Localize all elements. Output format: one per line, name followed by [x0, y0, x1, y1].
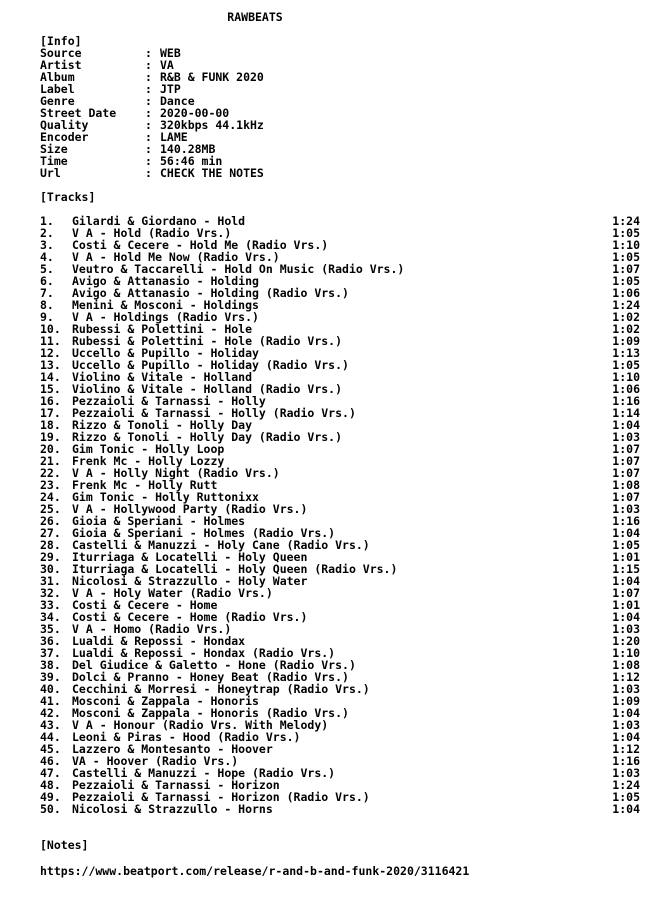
track-title: Violino & Vitale - Holland (Radio Vrs.) [72, 382, 343, 396]
info-value: WEB [160, 46, 181, 60]
info-value: R&B & FUNK 2020 [160, 70, 264, 84]
track-number: 48. [40, 778, 61, 792]
track-number: 32. [40, 586, 61, 600]
track-number: 19. [40, 430, 61, 444]
track-title: Lualdi & Repossi - Hondax [72, 634, 246, 648]
track-duration: 1:05 [612, 274, 640, 288]
track-title: VA - Hoover (Radio Vrs.) [72, 754, 239, 768]
track-duration: 1:24 [612, 214, 640, 228]
info-separator: : [145, 82, 152, 96]
track-number: 5. [40, 262, 54, 276]
track-number: 37. [40, 646, 61, 660]
track-title: V A - Holly Night (Radio Vrs.) [72, 466, 280, 480]
track-duration: 1:07 [612, 490, 640, 504]
track-duration: 1:05 [612, 790, 640, 804]
track-duration: 1:10 [612, 646, 640, 660]
track-duration: 1:05 [612, 538, 640, 552]
tracks-section-header: [Tracks] [40, 190, 96, 204]
track-number: 29. [40, 550, 61, 564]
track-duration: 1:12 [612, 670, 640, 684]
info-section-header: [Info] [40, 34, 82, 48]
info-separator: : [145, 118, 152, 132]
track-number: 1. [40, 214, 54, 228]
track-number: 6. [40, 274, 54, 288]
track-duration: 1:08 [612, 478, 640, 492]
track-duration: 1:24 [612, 778, 640, 792]
track-title: Lualdi & Repossi - Hondax (Radio Vrs.) [72, 646, 336, 660]
track-title: V A - Honour (Radio Vrs. With Melody) [72, 718, 329, 732]
track-number: 7. [40, 286, 54, 300]
track-title: Nicolosi & Strazzullo - Holy Water [72, 574, 308, 588]
track-number: 18. [40, 418, 61, 432]
info-separator: : [145, 142, 152, 156]
track-number: 24. [40, 490, 61, 504]
track-title: Del Giudice & Galetto - Hone (Radio Vrs.) [72, 658, 356, 672]
track-title: V A - Homo (Radio Vrs.) [72, 622, 232, 636]
track-number: 30. [40, 562, 61, 576]
track-number: 4. [40, 250, 54, 264]
info-key: Street Date [40, 106, 117, 120]
track-duration: 1:05 [612, 358, 640, 372]
track-number: 39. [40, 670, 61, 684]
track-title: Uccello & Pupillo - Holiday (Radio Vrs.) [72, 358, 349, 372]
track-duration: 1:02 [612, 310, 640, 324]
track-title: Castelli & Manuzzi - Holy Cane (Radio Vrs.) [72, 538, 370, 552]
track-duration: 1:07 [612, 466, 640, 480]
track-duration: 1:07 [612, 586, 640, 600]
track-number: 27. [40, 526, 61, 540]
track-duration: 1:10 [612, 370, 640, 384]
track-number: 35. [40, 622, 61, 636]
track-duration: 1:01 [612, 550, 640, 564]
track-number: 3. [40, 238, 54, 252]
track-number: 11. [40, 334, 61, 348]
track-duration: 1:05 [612, 250, 640, 264]
track-number: 12. [40, 346, 61, 360]
track-number: 2. [40, 226, 54, 240]
track-duration: 1:01 [612, 598, 640, 612]
track-title: Gioia & Speriani - Holmes (Radio Vrs.) [72, 526, 336, 540]
info-value: 320kbps 44.1kHz [160, 118, 264, 132]
track-title: Frenk Mc - Holly Rutt [72, 478, 218, 492]
document-title: RAWBEATS [227, 10, 283, 24]
track-title: Cecchini & Morresi - Honeytrap (Radio Vrs.) [72, 682, 370, 696]
info-separator: : [145, 106, 152, 120]
track-number: 50. [40, 802, 61, 816]
track-title: Rubessi & Polettini - Hole [72, 322, 253, 336]
track-title: Nicolosi & Strazzullo - Horns [72, 802, 273, 816]
track-title: V A - Hold Me Now (Radio Vrs.) [72, 250, 280, 264]
track-number: 21. [40, 454, 61, 468]
info-key: Album [40, 70, 75, 84]
info-key: Genre [40, 94, 75, 108]
track-title: Rubessi & Polettini - Hole (Radio Vrs.) [72, 334, 343, 348]
track-title: Dolci & Pranno - Honey Beat (Radio Vrs.) [72, 670, 349, 684]
track-row [40, 803, 640, 815]
info-value: CHECK THE NOTES [160, 166, 264, 180]
track-duration: 1:04 [612, 706, 640, 720]
info-key: Size [40, 142, 68, 156]
track-duration: 1:16 [612, 394, 640, 408]
track-duration: 1:04 [612, 802, 640, 816]
info-key: Source [40, 46, 82, 60]
track-number: 44. [40, 730, 61, 744]
track-title: Frenk Mc - Holly Lozzy [72, 454, 225, 468]
track-title: Pezzaioli & Tarnassi - Holly [72, 394, 266, 408]
track-number: 41. [40, 694, 61, 708]
track-duration: 1:03 [612, 718, 640, 732]
track-title: V A - Hold (Radio Vrs.) [72, 226, 232, 240]
notes-section-header: [Notes] [40, 838, 89, 852]
track-duration: 1:07 [612, 454, 640, 468]
track-number: 26. [40, 514, 61, 528]
track-list [40, 215, 640, 815]
info-value: LAME [160, 130, 188, 144]
info-separator: : [145, 130, 152, 144]
info-value: 56:46 min [160, 154, 223, 168]
track-duration: 1:12 [612, 742, 640, 756]
track-duration: 1:04 [612, 574, 640, 588]
track-duration: 1:16 [612, 514, 640, 528]
track-duration: 1:03 [612, 766, 640, 780]
track-number: 49. [40, 790, 61, 804]
track-duration: 1:09 [612, 334, 640, 348]
track-title: Menini & Mosconi - Holdings [72, 298, 259, 312]
notes-url: https://www.beatport.com/release/r-and-b-and-funk-2020/3116421 [40, 864, 470, 878]
info-separator: : [145, 58, 152, 72]
track-title: Costi & Cecere - Home (Radio Vrs.) [72, 610, 308, 624]
track-number: 43. [40, 718, 61, 732]
track-duration: 1:16 [612, 754, 640, 768]
track-duration: 1:02 [612, 322, 640, 336]
track-duration: 1:13 [612, 346, 640, 360]
info-key: Encoder [40, 130, 89, 144]
track-duration: 1:04 [612, 730, 640, 744]
info-key: Time [40, 154, 68, 168]
track-duration: 1:03 [612, 682, 640, 696]
track-title: Gim Tonic - Holly Ruttonixx [72, 490, 259, 504]
track-title: Uccello & Pupillo - Holiday [72, 346, 259, 360]
track-title: Pezzaioli & Tarnassi - Horizon (Radio Vrs.) [72, 790, 370, 804]
track-duration: 1:10 [612, 238, 640, 252]
track-duration: 1:05 [612, 226, 640, 240]
track-number: 14. [40, 370, 61, 384]
info-key: Artist [40, 58, 82, 72]
track-number: 8. [40, 298, 54, 312]
track-title: Mosconi & Zappala - Honoris [72, 694, 259, 708]
track-duration: 1:15 [612, 562, 640, 576]
track-title: Gioia & Speriani - Holmes [72, 514, 246, 528]
info-value: 140.28MB [160, 142, 216, 156]
info-key: Url [40, 166, 61, 180]
track-number: 33. [40, 598, 61, 612]
track-number: 38. [40, 658, 61, 672]
track-title: Rizzo & Tonoli - Holly Day (Radio Vrs.) [72, 430, 343, 444]
track-number: 34. [40, 610, 61, 624]
track-number: 36. [40, 634, 61, 648]
track-duration: 1:04 [612, 418, 640, 432]
track-title: Leoni & Piras - Hood (Radio Vrs.) [72, 730, 301, 744]
track-duration: 1:20 [612, 634, 640, 648]
track-title: Pezzaioli & Tarnassi - Horizon [72, 778, 280, 792]
track-number: 22. [40, 466, 61, 480]
info-key: Label [40, 82, 75, 96]
track-duration: 1:03 [612, 430, 640, 444]
track-duration: 1:04 [612, 526, 640, 540]
track-title: Lazzero & Montesanto - Hoover [72, 742, 273, 756]
track-duration: 1:06 [612, 382, 640, 396]
track-title: Castelli & Manuzzi - Hope (Radio Vrs.) [72, 766, 336, 780]
track-number: 20. [40, 442, 61, 456]
track-title: V A - Hollywood Party (Radio Vrs.) [72, 502, 308, 516]
track-number: 23. [40, 478, 61, 492]
track-duration: 1:06 [612, 286, 640, 300]
info-separator: : [145, 166, 152, 180]
track-duration: 1:07 [612, 262, 640, 276]
track-duration: 1:08 [612, 658, 640, 672]
track-duration: 1:04 [612, 610, 640, 624]
track-duration: 1:14 [612, 406, 640, 420]
track-title: Mosconi & Zappala - Honoris (Radio Vrs.) [72, 706, 349, 720]
info-value: Dance [160, 94, 195, 108]
track-title: V A - Holdings (Radio Vrs.) [72, 310, 259, 324]
track-duration: 1:24 [612, 298, 640, 312]
info-key: Quality [40, 118, 89, 132]
track-number: 15. [40, 382, 61, 396]
track-title: Avigo & Attanasio - Holding [72, 274, 259, 288]
track-title: V A - Holy Water (Radio Vrs.) [72, 586, 273, 600]
info-value: JTP [160, 82, 181, 96]
track-title: Gilardi & Giordano - Hold [72, 214, 246, 228]
track-number: 13. [40, 358, 61, 372]
track-title: Iturriaga & Locatelli - Holy Queen (Radio Vrs.) [72, 562, 398, 576]
track-number: 17. [40, 406, 61, 420]
track-title: Avigo & Attanasio - Holding (Radio Vrs.) [72, 286, 349, 300]
track-duration: 1:09 [612, 694, 640, 708]
track-title: Iturriaga & Locatelli - Holy Queen [72, 550, 308, 564]
track-duration: 1:03 [612, 622, 640, 636]
track-number: 28. [40, 538, 61, 552]
track-number: 47. [40, 766, 61, 780]
track-title: Costi & Cecere - Hold Me (Radio Vrs.) [72, 238, 329, 252]
track-number: 25. [40, 502, 61, 516]
info-separator: : [145, 94, 152, 108]
track-title: Rizzo & Tonoli - Holly Day [72, 418, 253, 432]
track-title: Costi & Cecere - Home [72, 598, 218, 612]
track-duration: 1:07 [612, 442, 640, 456]
info-separator: : [145, 154, 152, 168]
track-number: 9. [40, 310, 54, 324]
track-number: 42. [40, 706, 61, 720]
info-separator: : [145, 70, 152, 84]
track-duration: 1:03 [612, 502, 640, 516]
track-number: 31. [40, 574, 61, 588]
track-title: Violino & Vitale - Holland [72, 370, 253, 384]
track-number: 16. [40, 394, 61, 408]
track-number: 40. [40, 682, 61, 696]
track-number: 10. [40, 322, 61, 336]
track-title: Pezzaioli & Tarnassi - Holly (Radio Vrs.) [72, 406, 356, 420]
track-title: Gim Tonic - Holly Loop [72, 442, 225, 456]
track-number: 46. [40, 754, 61, 768]
info-separator: : [145, 46, 152, 60]
track-number: 45. [40, 742, 61, 756]
info-value: VA [160, 58, 174, 72]
track-title: Veutro & Taccarelli - Hold On Music (Radio Vrs.) [72, 262, 405, 276]
info-value: 2020-00-00 [160, 106, 230, 120]
